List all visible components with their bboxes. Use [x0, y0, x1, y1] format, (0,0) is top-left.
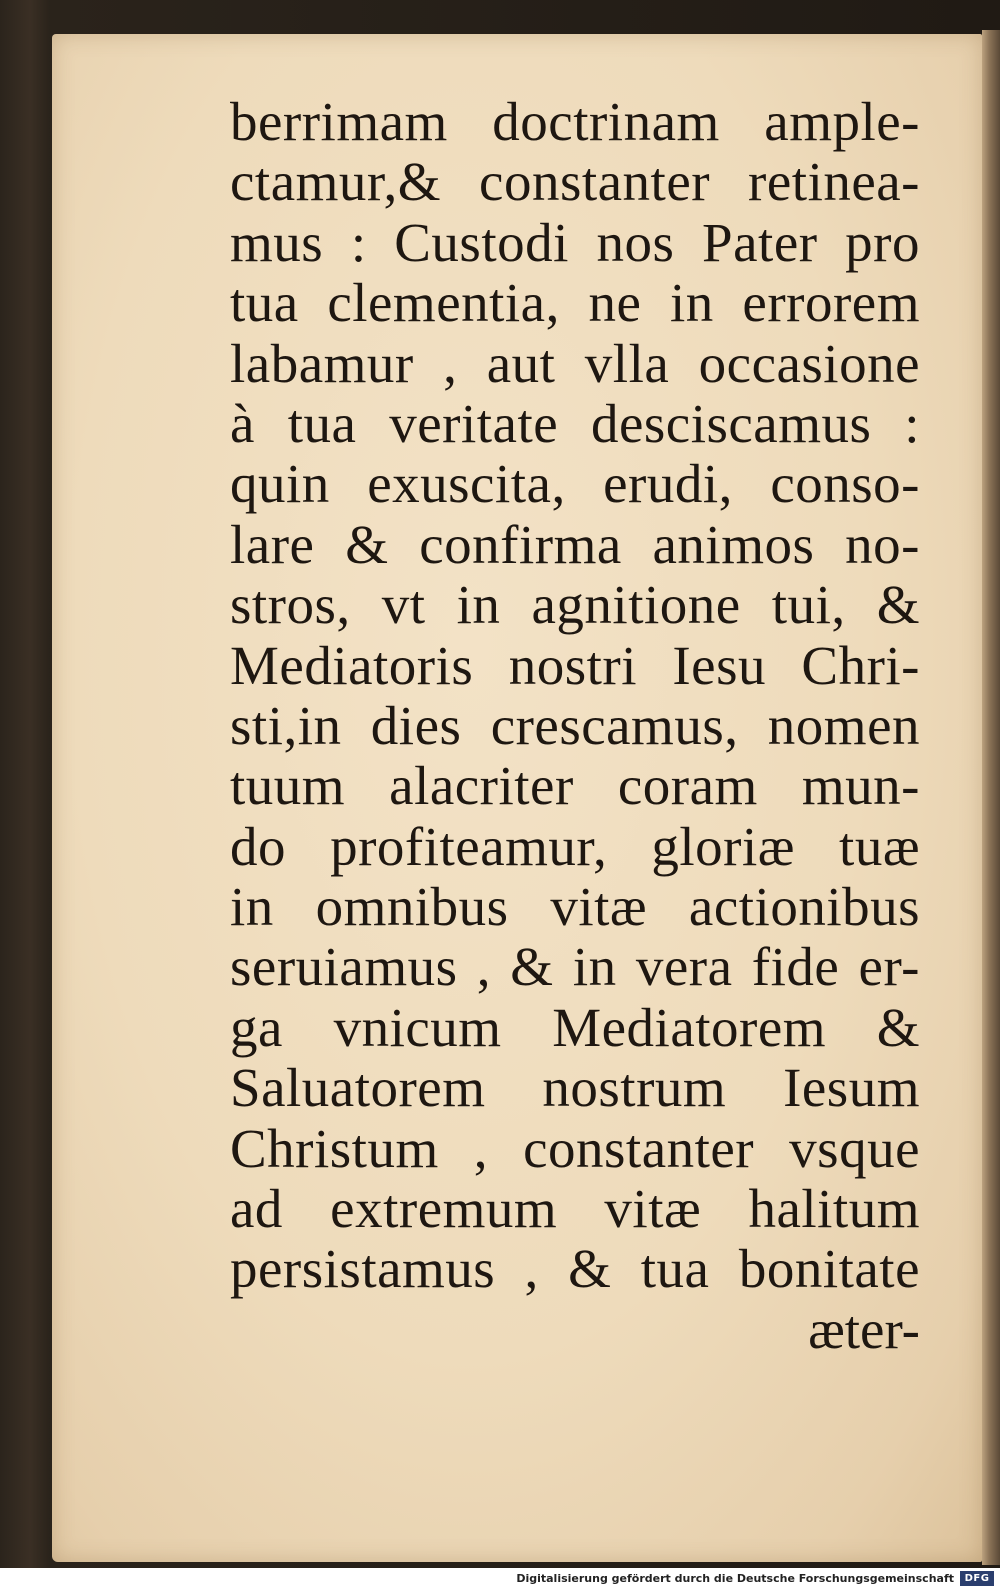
- text-line: seruiamus , & in vera fide er-: [230, 936, 920, 998]
- text-line: lare & confirma animos no-: [230, 513, 920, 575]
- text-line: berrimam doctrinam ample-: [230, 91, 920, 152]
- page-text: [230, 92, 920, 1300]
- page-edge: [982, 30, 1000, 1565]
- text-line: tuum alacriter coram mun-: [230, 755, 920, 817]
- text-line: tua clementia, ne in errorem: [230, 272, 920, 334]
- text-line: labamur , aut vlla occasione: [230, 332, 920, 394]
- text-line: à tua veritate desciscamus :: [230, 392, 920, 454]
- text-line: quin exuscita, erudi, conso-: [230, 453, 920, 515]
- text-line: Mediatoris nostri Iesu Chri-: [230, 634, 920, 696]
- text-line: ctamur,& constanter retinea-: [230, 151, 920, 213]
- text-line: Christum , constanter vsque: [230, 1117, 920, 1179]
- text-line: stros, vt in agnitione tui, &: [230, 574, 920, 636]
- text-line: do profiteamur, gloriæ tuæ: [230, 815, 920, 877]
- catchword: æter-: [808, 1299, 920, 1360]
- text-line: persistamus , & tua bonitate: [230, 1238, 920, 1300]
- text-line: in omnibus vitæ actionibus: [230, 876, 920, 938]
- footer-credit: Digitalisierung gefördert durch die Deutsche Forschungsgemeinschaft: [516, 1572, 954, 1585]
- text-line: ad extremum vitæ halitum: [230, 1178, 920, 1240]
- text-line: sti,in dies crescamus, nomen: [230, 694, 920, 756]
- digitization-footer: [0, 1568, 1000, 1590]
- text-line: mus : Custodi nos Pater pro: [230, 211, 920, 273]
- text-line: Saluatorem nostrum Iesum: [230, 1057, 920, 1119]
- dfg-logo: DFG: [960, 1571, 994, 1586]
- text-line: ga vnicum Mediatorem &: [230, 996, 920, 1058]
